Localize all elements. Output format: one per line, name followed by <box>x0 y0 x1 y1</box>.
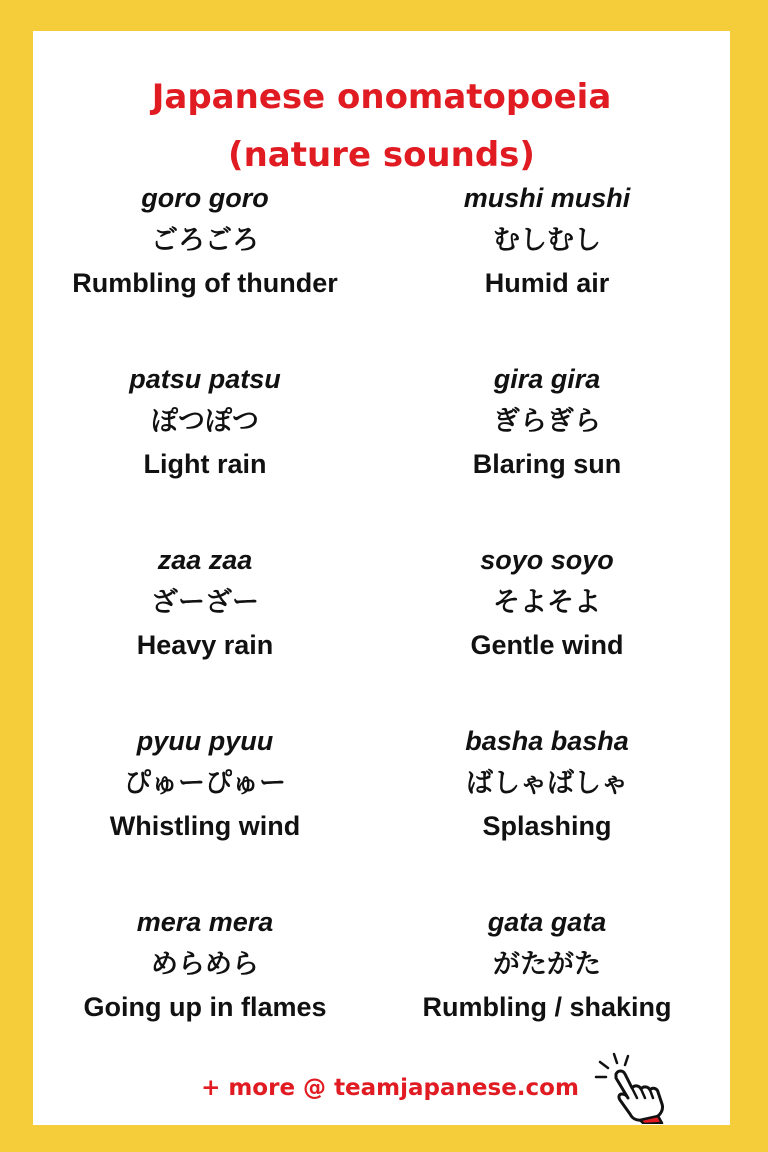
entry-romaji: goro goro <box>141 183 269 213</box>
entry-kana: そよそよ <box>493 587 601 618</box>
entry-kana: がたがた <box>493 949 601 980</box>
entry-meaning: Gentle wind <box>470 630 624 660</box>
entry-basha-basha <box>377 725 717 843</box>
entry-meaning: Heavy rain <box>136 630 274 660</box>
entry-kana: ごろごろ <box>151 225 259 256</box>
entry-mushi-mushi <box>377 182 717 300</box>
entry-romaji: mera mera <box>136 907 274 937</box>
entry-kana: ばしゃばしゃ <box>466 768 628 799</box>
entry-kana: ぽつぽつ <box>151 406 259 437</box>
entry-romaji: mushi mushi <box>463 183 631 213</box>
entry-goro-goro <box>35 182 375 300</box>
entry-meaning: Blaring sun <box>472 449 622 479</box>
entry-romaji: gira gira <box>493 364 601 394</box>
entry-meaning: Whistling wind <box>109 811 301 841</box>
footer-link[interactable]: + more @ teamjapanese.com <box>201 1075 579 1101</box>
entry-romaji: zaa zaa <box>157 545 253 575</box>
entry-gata-gata <box>377 906 717 1024</box>
entry-meaning: Humid air <box>484 268 610 298</box>
page-title-line-2: (nature sounds) <box>228 135 535 175</box>
entry-gira-gira <box>377 363 717 481</box>
entry-meaning: Light rain <box>143 449 267 479</box>
entry-mera-mera <box>35 906 375 1024</box>
entry-soyo-soyo <box>377 544 717 662</box>
infographic-card <box>33 31 730 1125</box>
entry-kana: ぎらぎら <box>493 406 601 437</box>
entry-romaji: patsu patsu <box>129 364 281 394</box>
entry-kana: ぴゅーぴゅー <box>124 768 286 799</box>
entry-meaning: Splashing <box>482 811 612 841</box>
entry-kana: めらめら <box>151 949 259 980</box>
entry-zaa-zaa <box>35 544 375 662</box>
entry-romaji: pyuu pyuu <box>136 726 274 756</box>
entry-meaning: Going up in flames <box>83 992 327 1022</box>
entry-pyuu-pyuu <box>35 725 375 843</box>
entry-romaji: gata gata <box>487 907 607 937</box>
entry-patsu-patsu <box>35 363 375 481</box>
entry-meaning: Rumbling / shaking <box>422 992 672 1022</box>
page-title-line-1: Japanese onomatopoeia <box>151 77 612 117</box>
entry-kana: むしむし <box>493 225 601 256</box>
pointing-hand-icon <box>592 1050 672 1124</box>
entry-kana: ざーざー <box>151 587 259 618</box>
entry-romaji: soyo soyo <box>480 545 614 575</box>
entry-romaji: basha basha <box>465 726 629 756</box>
entry-meaning: Rumbling of thunder <box>72 268 338 298</box>
